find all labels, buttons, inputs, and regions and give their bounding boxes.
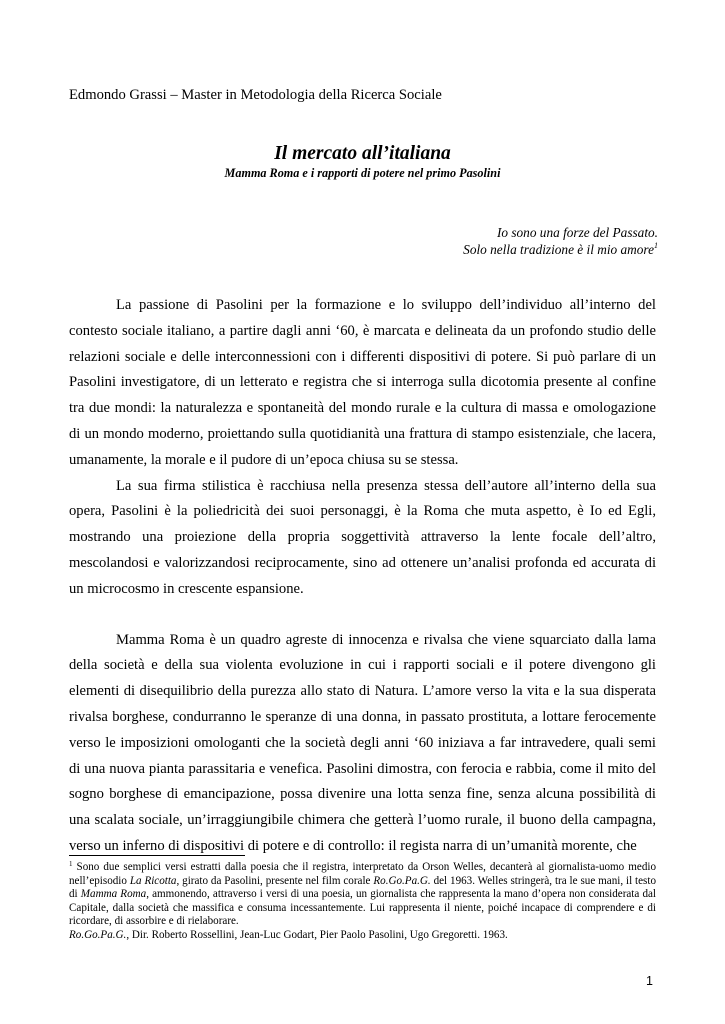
footnote-text-part: del 1963. Welles stringerà, tra le sue mani, il testo di [69, 874, 656, 901]
footnote [69, 861, 656, 943]
document-title: Il mercato all’italiana [274, 143, 451, 164]
footnote-text-part: , ammonendo, attraverso i versi di una poesia, un giornalista che rappresenta la mano d’opera non considerata dal Capitale, dalla società che massifica e consuma incessantemente. Lui rappresenta il niente, poiché incapace di comprendere e di ricordare, di assorbire e di rielaborare. [69, 888, 657, 928]
epigraph [463, 224, 658, 258]
footnote-reference-line [69, 929, 656, 943]
footnote-title-italic: La Ricotta [129, 874, 177, 887]
paragraph: Mamma Roma è un quadro agreste di innocenza e rivalsa che viene squarciato dalla lama della società e della sua violenta evoluzione in cui i rapporti sociali e il potere divengono gli elementi di disequilibrio della purezza allo stato di Natura. L’amore verso la vita e la sua disperata rivalsa borghese, condurranno le speranze di una donna, in passato prostituta, a lottare ferocemente verso le imposizioni omologanti che la società degli anni ‘60 iniziava a far intravedere, quali semi di una nuova pianta parassitaria e venefica. Pasolini dimostra, con ferocia e rabbia, come il mito del sogno borghese di emancipazione, possa divenire una lotta senza fine, senza alcuna possibilità di una scalata sociale, un’irraggiungibile chimera che getterà l’uomo rurale, il buono della campagna, verso un inferno di dispositivi di potere e di controllo: il regista narra di un’umanità morente, che [69, 631, 656, 854]
footnote-film-credits: , Dir. Roberto Rossellini, Jean-Luc Godart, Pier Paolo Pasolini, Ugo Gregoretti. 1963. [126, 928, 508, 941]
paragraph: La passione di Pasolini per la formazione e lo sviluppo dell’individuo all’interno del contesto sociale italiano, a partire dagli anni ‘60, è marcata e delineata da un profondo studio delle relazioni sociale e delle interconnessioni con i differenti dispositivi di potere. Si può parlare di un Pasolini investigatore, di un letterato e registra che si interroga sulla dicotomia presente al confine tra due mondi: la naturalezza e spontaneità del mondo rurale e la cultura di massa e omologazione di un mondo moderno, proiettando sulla quotidianità una frattura di stampo esistenziale, che lacera, umanamente, la morale e il pudore di un’epoca chiusa su se stessa. [69, 297, 656, 468]
footnote-title-italic: Ro.Go.Pa.G. [373, 874, 431, 887]
footnote-reference[interactable]: 1 [654, 241, 658, 250]
page-header: Edmondo Grassi – Master in Metodologia della Ricerca Sociale [69, 87, 442, 103]
footnote-film-title: Ro.Go.Pa.G. [69, 928, 127, 941]
footnote-text-part: Sono due semplici versi estratti dalla poesia che il registra, interpretato da Orson Welles, decanterà al giornalista-uomo medio nell’episodio [69, 861, 656, 887]
document-subtitle: Mamma Roma e i rapporti di potere nel primo Pasolini [224, 166, 501, 180]
epigraph-line-2 [463, 241, 658, 258]
page-number: 1 [646, 974, 653, 988]
footnote-text [69, 861, 656, 929]
footnote-title-italic: Mamma Roma [80, 888, 147, 901]
footnote-text-part: , girato da Pasolini, presente nel film corale [176, 874, 374, 887]
paragraph: La sua firma stilistica è racchiusa nella presenza stessa dell’autore all’interno della sua opera, Pasolini è la poliedricità dei suoi personaggi, è la Roma che muta aspetto, è Io ed Egli, mostrando una proiezione della propria soggettività attraverso la lente focale dell’altro, mescolandosi e valorizzandosi reciprocamente, sino ad ottenere un’analisi profonda ed accurata di un microcosmo in crescente espansione. [69, 477, 656, 597]
epigraph-line-1: Io sono una forze del Passato. [496, 225, 658, 240]
footnote-separator [69, 855, 245, 856]
footnote-number: 1 [69, 860, 73, 868]
body-text [69, 293, 656, 860]
epigraph-line-2-text: Solo nella tradizione è il mio amore [463, 242, 654, 257]
